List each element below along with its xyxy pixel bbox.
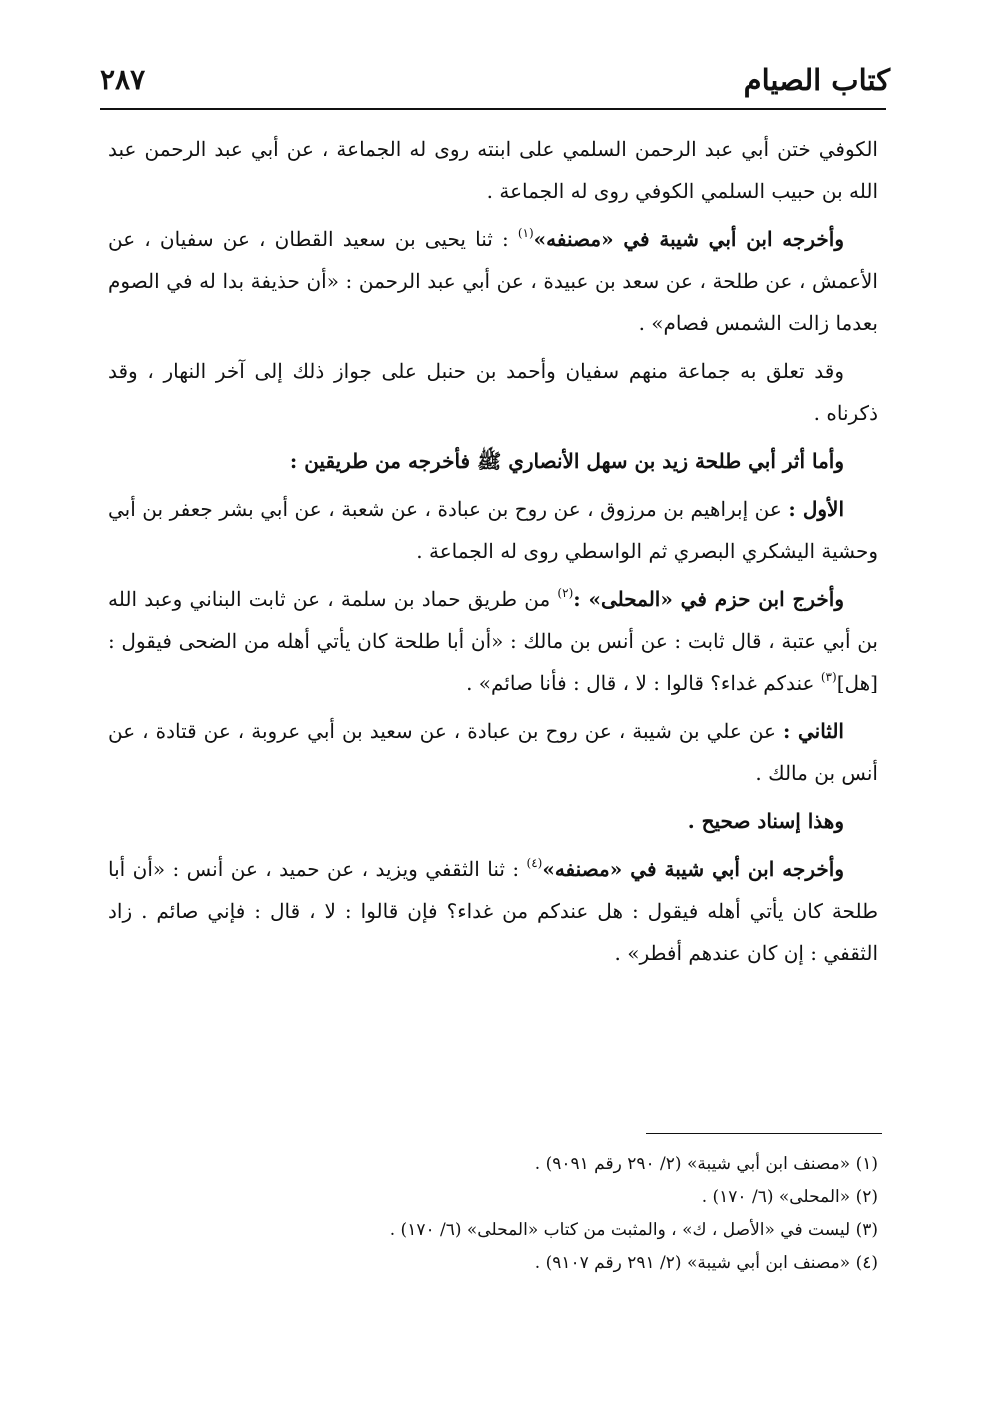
running-title: كتاب الصيام xyxy=(743,63,890,97)
paragraph-2-heading: وأخرجه ابن أبي شيبة في «مصنفه» xyxy=(533,227,844,251)
footnote-separator xyxy=(646,1133,882,1134)
paragraph-6-text-b: عندكم غداء؟ قالوا : لا ، قال : فأنا صائم» . xyxy=(466,671,821,695)
paragraph-3: وقد تعلق به جماعة منهم سفيان وأحمد بن حنبل على جواز ذلك إلى آخر النهار ، وقد ذكرناه . xyxy=(108,359,878,425)
paragraph-1: الكوفي ختن أبي عبد الرحمن السلمي على ابنته روى له الجماعة ، عن أبي عبد الرحمن عبد الله بن حبيب السلمي الكوفي روى له الجماعة . xyxy=(108,137,878,203)
paragraph-2-text: : ثنا يحيى بن سعيد القطان ، عن سفيان ، عن الأعمش ، عن طلحة ، عن سعد بن عبيدة ، عن أبي عبد الرحمن : «أن حذيفة بدا له في الصوم بعدما زالت الشمس فصام» . xyxy=(108,227,878,335)
paragraph-8 xyxy=(108,800,878,842)
paragraph-5-text: عن إبراهيم بن مرزوق ، عن روح بن عبادة ، عن شعبة ، عن أبي بشر جعفر بن أبي وحشية اليشكري البصري ثم الواسطي روى له الجماعة . xyxy=(108,497,878,563)
footnote-ref-1: (١) xyxy=(517,226,534,240)
paragraph-9-text: : ثنا الثقفي ويزيد ، عن حميد ، عن أنس : «أن أبا طلحة كان يأتي أهله فيقول : هل عندكم من غداء؟ فإن قالوا : لا ، قال : فإني صائم . زاد الثقفي : إن كان عندهم أفطر» . xyxy=(108,857,878,965)
paragraph-2 xyxy=(108,218,878,344)
footnote-2: (٢) «المحلى» (٦/ ١٧٠) . xyxy=(701,1187,878,1207)
page-header xyxy=(96,60,890,104)
page-number: ٢٨٧ xyxy=(100,63,146,96)
paragraph-6 xyxy=(108,578,878,704)
footnote-1: (١) «مصنف ابن أبي شيبة» (٢/ ٢٩٠ رقم ٩٠٩١) . xyxy=(534,1154,878,1174)
header-rule xyxy=(100,108,886,110)
paragraph-5 xyxy=(108,488,878,572)
paragraph-9-heading: وأخرجه ابن أبي شيبة في «مصنفه» xyxy=(542,857,844,881)
paragraph-9 xyxy=(108,848,878,974)
footnote-3: (٣) ليست في «الأصل ، ك» ، والمثبت من كتاب «المحلى» (٦/ ١٧٠) . xyxy=(389,1220,878,1240)
first-path-label: الأول : xyxy=(788,497,844,521)
paragraph-6-heading: وأخرج ابن حزم في «المحلى» : xyxy=(573,587,844,611)
paragraph-4 xyxy=(108,440,878,482)
second-path-label: الثاني : xyxy=(782,719,844,743)
paragraph-7 xyxy=(108,710,878,794)
isnad-verdict: وهذا إسناد صحيح . xyxy=(687,809,844,833)
paragraph-7-text: عن علي بن شيبة ، عن روح بن عبادة ، عن سعيد بن أبي عروبة ، عن قتادة ، عن أنس بن مالك . xyxy=(108,719,878,785)
footnote-ref-3: (٣) xyxy=(820,670,837,684)
section-heading: وأما أثر أبي طلحة زيد بن سهل الأنصاري ﷺ فأخرجه من طريقين : xyxy=(289,449,844,473)
footnote-ref-2: (٢) xyxy=(557,586,574,600)
footnote-4: (٤) «مصنف ابن أبي شيبة» (٢/ ٢٩١ رقم ٩١٠٧) . xyxy=(534,1253,878,1273)
main-text xyxy=(108,128,878,980)
paragraph-6-text-a: من طريق حماد بن سلمة ، عن ثابت البناني وعبد الله بن أبي عتبة ، قال ثابت : عن أنس بن مالك : «أن أبا طلحة كان يأتي أهله من الضحى فيقول : [هل] xyxy=(108,587,878,695)
footnote-ref-4: (٤) xyxy=(526,856,543,870)
footnotes xyxy=(108,1148,878,1280)
